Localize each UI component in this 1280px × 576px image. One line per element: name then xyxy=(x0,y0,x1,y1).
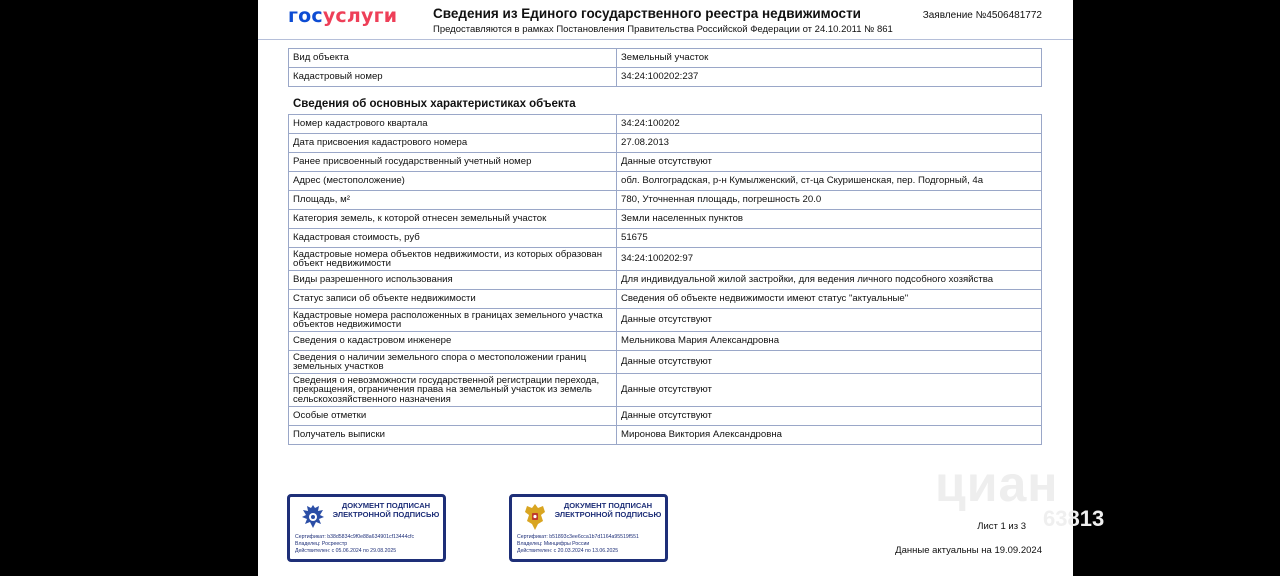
stamp-valid: Действителен: с 05.06.2024 по 29.08.2025 xyxy=(295,548,397,554)
characteristic-row xyxy=(289,115,1042,134)
stamp-certificate: Сертификат: b38d5834c9f0e88a634901cf13444cfc xyxy=(295,534,415,540)
characteristic-row xyxy=(289,426,1042,445)
document-subtitle: Предоставляются в рамках Постановления Правительства Российской Федерации от 24.10.2011 № 861 xyxy=(433,24,893,35)
object-row xyxy=(289,68,1042,87)
document-title: Сведения из Единого государственного реестра недвижимости xyxy=(433,6,861,21)
row-value: Данные отсутствуют xyxy=(617,374,1042,407)
row-value: Земли населенных пунктов xyxy=(617,210,1042,229)
row-value: Сведения об объекте недвижимости имеют статус "актуальные" xyxy=(617,290,1042,309)
stamp-owner: Владелец: Росреестр xyxy=(295,541,348,547)
characteristic-row xyxy=(289,332,1042,351)
characteristic-row xyxy=(289,309,1042,332)
characteristic-row xyxy=(289,134,1042,153)
row-label: Виды разрешенного использования xyxy=(289,271,617,290)
row-label: Дата присвоения кадастрового номера xyxy=(289,134,617,153)
row-label: Кадастровые номера объектов недвижимости, из которых образован объект недвижимости xyxy=(289,248,617,271)
characteristic-row xyxy=(289,191,1042,210)
watermark-number: 63813 xyxy=(1043,506,1105,531)
application-number: Заявление №4506481772 xyxy=(922,10,1042,21)
characteristic-row xyxy=(289,407,1042,426)
characteristics-table xyxy=(288,114,1042,445)
row-value: Земельный участок xyxy=(617,49,1042,68)
stamp-certificate: Сертификат: b51893c3ee6cca1b7d1164a95519f551 xyxy=(517,534,639,540)
row-label: Кадастровые номера расположенных в границах земельного участка объектов недвижимости xyxy=(289,309,617,332)
row-value: 34:24:100202:237 xyxy=(617,68,1042,87)
row-value: Данные отсутствуют xyxy=(617,351,1042,374)
row-label: Кадастровая стоимость, руб xyxy=(289,229,617,248)
characteristic-row xyxy=(289,271,1042,290)
row-value: Данные отсутствуют xyxy=(617,153,1042,172)
row-value: 34:24:100202:97 xyxy=(617,248,1042,271)
characteristic-row xyxy=(289,290,1042,309)
characteristic-row xyxy=(289,172,1042,191)
coat-of-arms-icon xyxy=(521,502,549,532)
stamp-valid: Действителен: с 20.03.2024 по 13.06.2025 xyxy=(517,548,619,554)
characteristic-row xyxy=(289,153,1042,172)
stamp-owner: Владелец: Минцифры России xyxy=(517,541,590,547)
section-title: Сведения об основных характеристиках объекта xyxy=(293,98,576,110)
row-value: 780, Уточненная площадь, погрешность 20.0 xyxy=(617,191,1042,210)
cian-watermark: циан xyxy=(935,456,1059,512)
row-value: Миронова Виктория Александровна xyxy=(617,426,1042,445)
logo-part-gos: гос xyxy=(288,5,323,27)
stamp-title: ДОКУМЕНТ ПОДПИСАН ЭЛЕКТРОННОЙ ПОДПИСЬЮ xyxy=(332,501,440,519)
row-label: Вид объекта xyxy=(289,49,617,68)
row-label: Статус записи об объекте недвижимости xyxy=(289,290,617,309)
row-label: Адрес (местоположение) xyxy=(289,172,617,191)
characteristic-row xyxy=(289,248,1042,271)
rosreestr-emblem-icon xyxy=(299,502,327,532)
stamp-title: ДОКУМЕНТ ПОДПИСАН ЭЛЕКТРОННОЙ ПОДПИСЬЮ xyxy=(554,501,662,519)
signature-stamp-rosreestr xyxy=(287,494,446,562)
row-value: 27.08.2013 xyxy=(617,134,1042,153)
row-label: Номер кадастрового квартала xyxy=(289,115,617,134)
sheet-number: Лист 1 из 3 xyxy=(977,521,1026,532)
logo-part-uslugi: услуги xyxy=(322,5,398,27)
row-label: Сведения о кадастровом инженере xyxy=(289,332,617,351)
row-label: Ранее присвоенный государственный учетный номер xyxy=(289,153,617,172)
row-label: Получатель выписки xyxy=(289,426,617,445)
object-table xyxy=(288,48,1042,87)
row-value: Данные отсутствуют xyxy=(617,309,1042,332)
row-value: 51675 xyxy=(617,229,1042,248)
characteristic-row xyxy=(289,210,1042,229)
characteristic-row xyxy=(289,229,1042,248)
header-divider xyxy=(258,39,1073,40)
gosuslugi-logo xyxy=(288,5,397,27)
signature-stamp-mincifry xyxy=(509,494,668,562)
row-label: Площадь, м² xyxy=(289,191,617,210)
row-value: Мельникова Мария Александровна xyxy=(617,332,1042,351)
object-row xyxy=(289,49,1042,68)
characteristic-row xyxy=(289,351,1042,374)
row-label: Категория земель, к которой отнесен земельный участок xyxy=(289,210,617,229)
row-label: Кадастровый номер xyxy=(289,68,617,87)
row-label: Особые отметки xyxy=(289,407,617,426)
row-label: Сведения о наличии земельного спора о местоположении границ земельных участков xyxy=(289,351,617,374)
characteristic-row xyxy=(289,374,1042,407)
row-value: Для индивидуальной жилой застройки, для ведения личного подсобного хозяйства xyxy=(617,271,1042,290)
row-label: Сведения о невозможности государственной регистрации перехода, прекращения, ограничения права на земельный участок из земель сельскохозяйственного назначения xyxy=(289,374,617,407)
row-value: обл. Волгоградская, р-н Кумылженский, ст-ца Скуришенская, пер. Подгорный, 4а xyxy=(617,172,1042,191)
row-value: Данные отсутствуют xyxy=(617,407,1042,426)
row-value: 34:24:100202 xyxy=(617,115,1042,134)
data-actual-date: Данные актуальны на 19.09.2024 xyxy=(895,545,1042,556)
